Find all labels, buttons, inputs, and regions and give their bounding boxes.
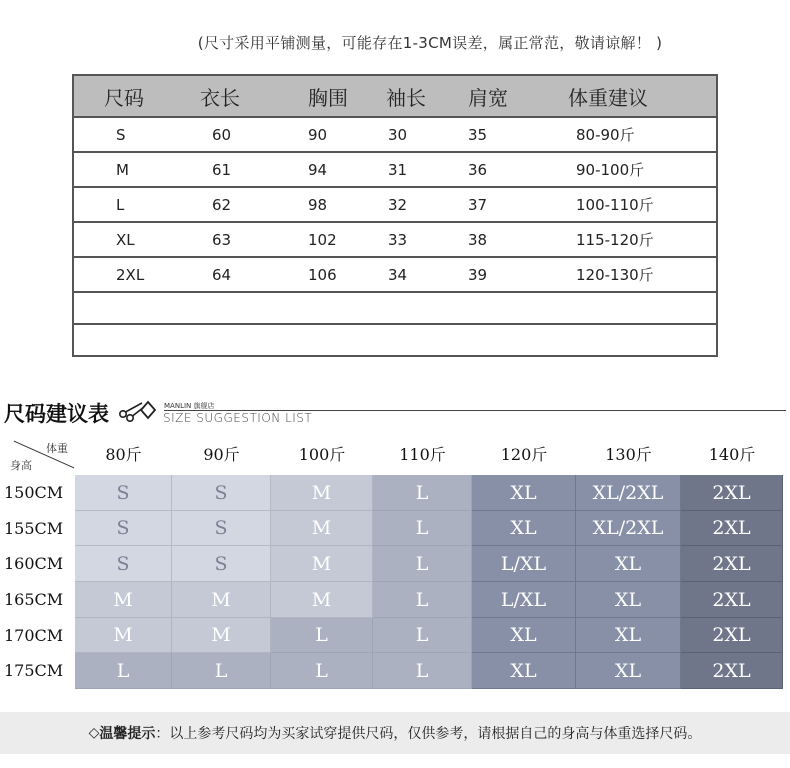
grid-cell: M	[172, 618, 271, 653]
grid-cell: S	[75, 546, 172, 582]
table-cell: 31	[388, 160, 408, 179]
table-row	[74, 151, 716, 186]
table-cell: 61	[212, 160, 232, 179]
grid-cell: M	[271, 475, 373, 511]
table-cell: 120-130斤	[576, 266, 654, 284]
table-cell: 38	[468, 230, 488, 249]
grid-cell: 2XL	[681, 653, 783, 689]
height-label: 175CM	[4, 661, 64, 680]
grid-cell: S	[172, 475, 271, 511]
grid-cell: XL	[576, 618, 681, 653]
table-row	[74, 291, 716, 323]
table-cell: 63	[212, 230, 232, 249]
grid-cell: L/XL	[472, 546, 576, 582]
height-label: 160CM	[4, 554, 64, 573]
grid-cell: L/XL	[472, 582, 576, 618]
scissors-icon	[118, 399, 162, 423]
table-cell: 30	[388, 125, 408, 144]
table-row	[74, 221, 716, 256]
header-cell: 袖长	[386, 85, 426, 110]
corner-weight-label: 体重	[46, 442, 68, 455]
grid-cell: XL	[576, 582, 681, 618]
height-label: 165CM	[4, 590, 64, 609]
grid-cell: L	[373, 653, 472, 689]
table-cell: 39	[468, 265, 488, 284]
grid-cell: M	[75, 618, 172, 653]
section-title: 尺码建议表	[4, 402, 109, 426]
table-row	[74, 116, 716, 151]
table-cell: 100-110斤	[576, 196, 654, 214]
grid-cell: XL	[576, 546, 681, 582]
grid-cell: XL	[576, 653, 681, 689]
grid-cell: L	[271, 653, 373, 689]
grid-cell: S	[172, 546, 271, 582]
height-label: 150CM	[4, 483, 64, 502]
grid-cell: XL	[472, 475, 576, 511]
table-cell: 35	[468, 125, 488, 144]
grid-cell: XL/2XL	[576, 475, 681, 511]
grid-cell: L	[172, 653, 271, 689]
table-cell: 32	[388, 195, 408, 214]
weight-header: 130斤	[605, 445, 652, 464]
table-cell: 34	[388, 265, 408, 284]
table-cell: 90-100斤	[576, 161, 645, 179]
weight-header: 120斤	[500, 445, 548, 464]
table-cell: 60	[212, 125, 232, 144]
table-row	[74, 186, 716, 221]
grid-cell: M	[271, 582, 373, 618]
measurement-table	[72, 74, 718, 357]
grid-cell: XL	[472, 511, 576, 546]
table-row	[74, 256, 716, 291]
tip-label: 温馨提示	[99, 726, 156, 742]
table-cell: 102	[308, 230, 337, 249]
grid-cell: XL/2XL	[576, 511, 681, 546]
table-cell: 64	[212, 265, 232, 284]
corner-height-label: 身高	[10, 459, 32, 472]
table-cell: S	[116, 125, 126, 144]
grid-cell: L	[271, 618, 373, 653]
grid-cell: XL	[472, 618, 576, 653]
grid-cell: S	[75, 475, 172, 511]
height-label: 170CM	[4, 626, 64, 645]
table-cell: 115-120斤	[576, 231, 654, 249]
height-label: 155CM	[4, 519, 64, 538]
table-cell: 62	[212, 195, 232, 214]
tip-text: ：以上参考尺码均为买家试穿提供尺码，仅供参考，请根据自己的身高与体重选择尺码。	[155, 726, 702, 742]
weight-header: 80斤	[105, 445, 142, 464]
diamond-icon: ◇	[88, 725, 100, 741]
grid-cell: 2XL	[681, 511, 783, 546]
grid-cell: M	[271, 511, 373, 546]
table-cell: M	[116, 160, 129, 179]
grid-cell: L	[373, 618, 472, 653]
corner-header	[8, 438, 70, 472]
grid-cell: M	[172, 582, 271, 618]
header-cell: 尺码	[104, 85, 144, 110]
grid-cell: S	[75, 511, 172, 546]
table-cell: 2XL	[116, 265, 145, 284]
table-cell: L	[116, 195, 125, 214]
grid-cell: L	[75, 653, 172, 689]
weight-header: 100斤	[298, 445, 346, 464]
table-cell: 36	[468, 160, 488, 179]
table-cell: 94	[308, 160, 328, 179]
grid-cell: L	[373, 511, 472, 546]
header-cell: 肩宽	[468, 85, 508, 110]
grid-cell: S	[172, 511, 271, 546]
grid-cell: M	[271, 546, 373, 582]
weight-header: 140斤	[708, 445, 756, 464]
table-cell: 98	[308, 195, 328, 214]
header-cell: 体重建议	[568, 85, 648, 110]
grid-cell: L	[373, 546, 472, 582]
table-cell: 37	[468, 195, 488, 214]
grid-cell: 2XL	[681, 475, 783, 511]
table-cell: 90	[308, 125, 328, 144]
grid-cell: M	[75, 582, 172, 618]
grid-cell: L	[373, 582, 472, 618]
header-cell: 衣长	[200, 85, 240, 110]
table-cell: 106	[308, 265, 337, 284]
tip-bar	[0, 712, 790, 754]
grid-cell: L	[373, 475, 472, 511]
header-cell: 胸围	[308, 85, 348, 110]
grid-cell: XL	[472, 653, 576, 689]
grid-cell: 2XL	[681, 546, 783, 582]
table-cell: 80-90斤	[576, 126, 635, 144]
table-row	[74, 323, 716, 355]
grid-cell: 2XL	[681, 618, 783, 653]
measurement-note: (尺寸采用平铺测量，可能存在1-3CM误差，属正常范，敬请谅解！ )	[197, 34, 663, 52]
grid-cell: 2XL	[681, 582, 783, 618]
table-cell: 33	[388, 230, 408, 249]
table-cell: XL	[116, 230, 135, 249]
weight-header: 110斤	[399, 445, 446, 464]
brand-name: MANLIN 旗舰店	[164, 402, 215, 410]
section-subtitle: SIZE SUGGESTION LIST	[163, 411, 313, 425]
table-header-row	[74, 76, 716, 116]
weight-header: 90斤	[203, 445, 240, 464]
